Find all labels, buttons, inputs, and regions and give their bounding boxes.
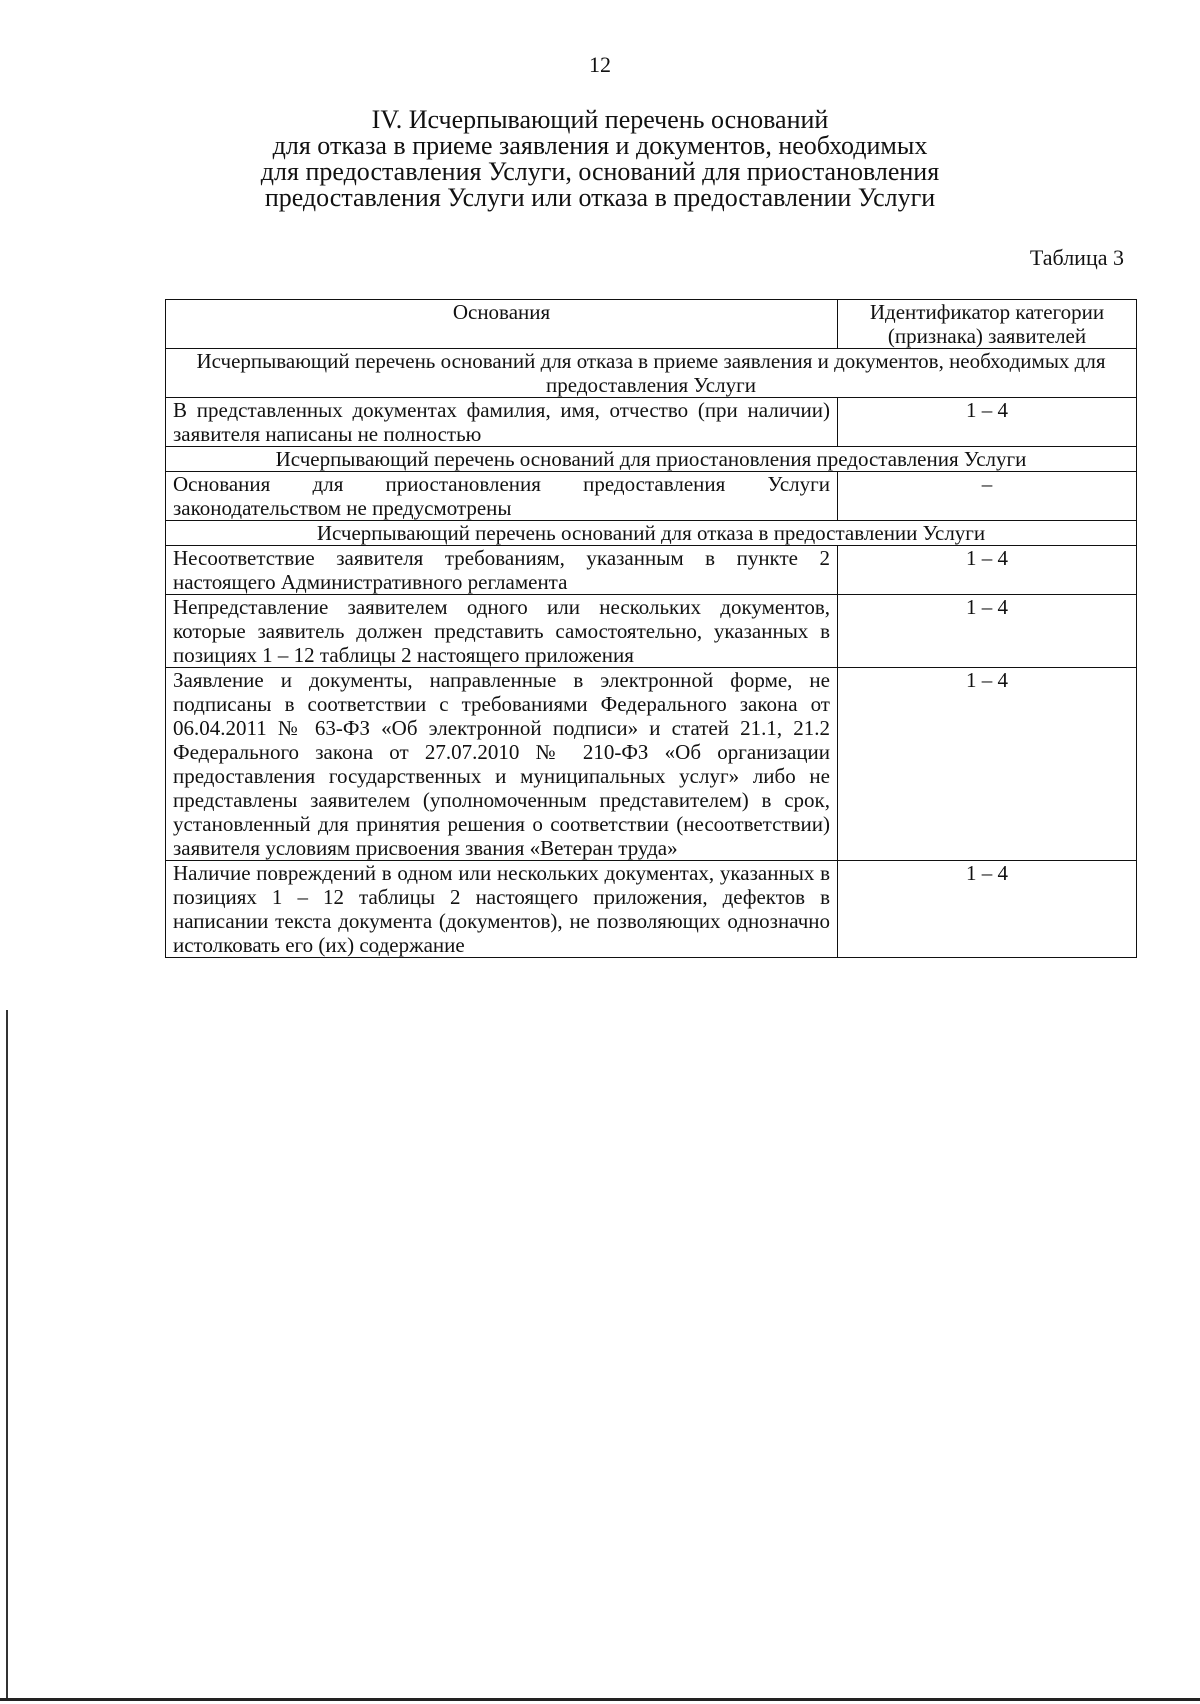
section-title-line: для отказа в приеме заявления и документов, необходимых [272,131,928,160]
table-row [166,668,1137,861]
table-row [166,546,1137,595]
section-heading: Исчерпывающий перечень оснований для отказа в приеме заявления и документов, необходимых для предоставления Услуги [166,349,1137,398]
ground-text: В представленных документах фамилия, имя, отчество (при наличии) заявителя написаны не полностью [166,398,838,447]
grounds-table [165,299,1137,958]
table-caption: Таблица 3 [1029,245,1124,270]
category-id: – [838,472,1137,521]
category-id: 1 – 4 [838,546,1137,595]
table-row [166,595,1137,668]
category-id: 1 – 4 [838,595,1137,668]
section-heading-row [166,521,1137,546]
ground-text: Наличие повреждений в одном или нескольких документах, указанных в позициях 1 – 12 таблицы 2 настоящего приложения, дефектов в написании текста документа (документов), не позволяющих однозначно истолковать его (их) содержание [166,861,838,958]
header-category: Идентификатор категории (признака) заявителей [838,300,1137,349]
section-heading-row [166,447,1137,472]
page-number: 12 [589,52,611,77]
category-id: 1 – 4 [838,398,1137,447]
section-title-line: IV. Исчерпывающий перечень оснований [371,105,829,134]
section-title-line: предоставления Услуги или отказа в предоставлении Услуги [264,183,936,212]
category-id: 1 – 4 [838,668,1137,861]
header-grounds: Основания [166,300,838,349]
section-title [150,107,1050,211]
ground-text: Заявление и документы, направленные в электронной форме, не подписаны в соответствии с требованиями Федерального закона от 06.04.2011 № 63-ФЗ «Об электронной подписи» и статей 21.1, 21.2 Федерального закона от 27.07.2010 № 210-ФЗ «Об организации предоставления государственных и муниципальных услуг» либо не представлены заявителем (уполномоченным представителем) в срок, установленный для принятия решения о соответствии (несоответствии) заявителя условиям присвоения звания «Ветеран труда» [166,668,838,861]
section-title-line: для предоставления Услуги, оснований для приостановления [260,157,940,186]
ground-text: Непредставление заявителем одного или нескольких документов, которые заявитель должен представить самостоятельно, указанных в позициях 1 – 12 таблицы 2 настоящего приложения [166,595,838,668]
table-row [166,398,1137,447]
scan-margin-line [6,1010,8,1700]
table-row [166,472,1137,521]
table-row [166,861,1137,958]
scan-bottom-edge [0,1698,1200,1701]
category-id: 1 – 4 [838,861,1137,958]
ground-text: Основания для приостановления предоставления Услуги законодательством не предусмотрены [166,472,838,521]
table-header-row [166,300,1137,349]
section-heading-row [166,349,1137,398]
section-heading: Исчерпывающий перечень оснований для приостановления предоставления Услуги [166,447,1137,472]
ground-text: Несоответствие заявителя требованиям, указанным в пункте 2 настоящего Административного регламента [166,546,838,595]
section-heading: Исчерпывающий перечень оснований для отказа в предоставлении Услуги [166,521,1137,546]
